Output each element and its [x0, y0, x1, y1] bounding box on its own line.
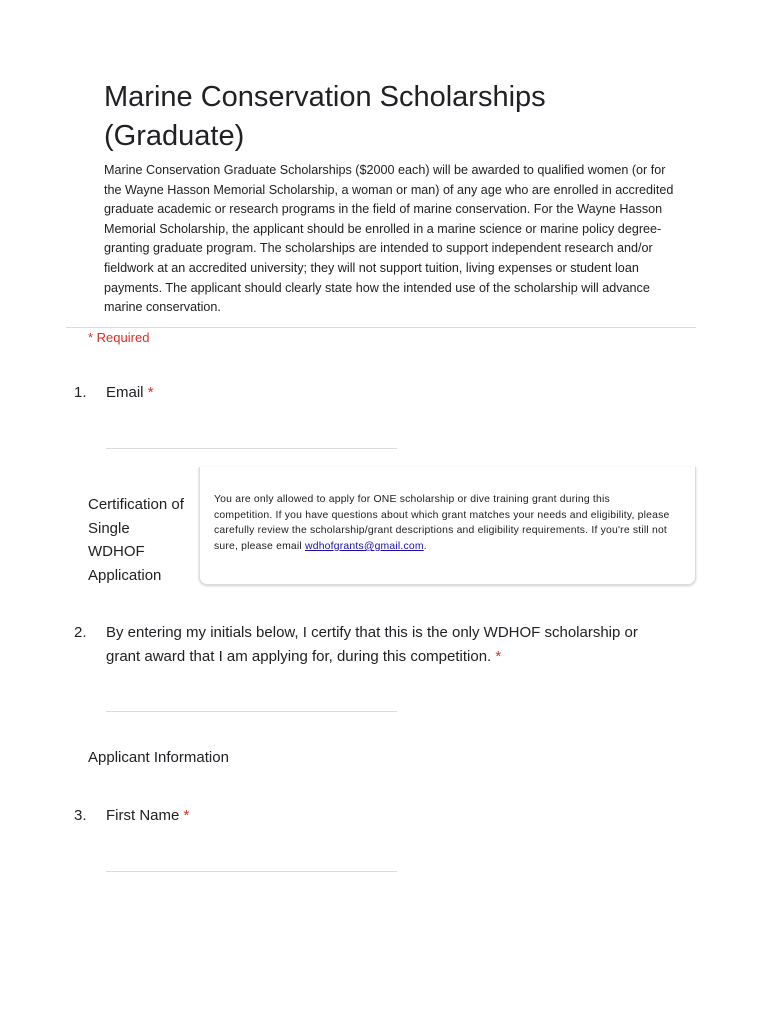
email-link[interactable]: wdhofgrants@gmail.com: [305, 540, 424, 552]
question-certify-label: [106, 621, 666, 669]
certification-section-title: Certification of Single WDHOF Application: [88, 496, 184, 584]
form-description: Marine Conservation Graduate Scholarships ($2000 each) will be awarded to qualified women (or for the Wayne Hasson Memorial Scholarship, a woman or man) of any age who are enrolled in accredited graduate academic or research programs in the field of marine conservation. For the Wayne Hasson Memorial Scholarship, the applicant should be enrolled in a marine science or marine policy degree-granting graduate program. The scholarships are intended to support independent research and/or fieldwork at an accredited university; they will not support tuition, living expenses or student loan payments. The applicant should clearly state how the intended use of the scholarship will advance marine conservation.: [104, 163, 674, 315]
question-number-3: 3.: [74, 807, 87, 824]
form-title: Marine Conservation Scholarships (Graduate): [104, 81, 546, 152]
initials-answer-field[interactable]: [106, 711, 397, 712]
question-first-name-label: [106, 804, 189, 828]
required-note: * Required: [88, 330, 150, 345]
certification-info-text: [214, 492, 670, 554]
question-email-label: [106, 381, 154, 405]
required-star: *: [495, 648, 502, 665]
question-certify-text: By entering my initials below, I certify that this is the only WDHOF scholarship or grant award that I am applying for, during this competition.: [106, 624, 638, 665]
applicant-info-section-title: Applicant Information: [88, 749, 229, 766]
question-number-1: 1.: [74, 384, 87, 401]
required-star: *: [183, 807, 190, 824]
question-first-name-text: First Name: [106, 807, 180, 824]
question-email-text: Email: [106, 384, 144, 401]
first-name-answer-field[interactable]: [106, 871, 397, 872]
certification-info-box: [199, 467, 696, 585]
question-number-2: 2.: [74, 624, 87, 641]
certification-info-suffix: .: [423, 540, 427, 552]
certification-info-body: You are only allowed to apply for ONE scholarship or dive training grant during this competition. If you have questions about which grant matches your needs and eligibility, please carefully review the scholarship/grant descriptions and eligibility requirements. If you're still not sure, please email: [214, 494, 670, 552]
required-star: *: [147, 384, 154, 401]
email-answer-field[interactable]: [106, 448, 397, 449]
header-divider: [66, 327, 696, 328]
